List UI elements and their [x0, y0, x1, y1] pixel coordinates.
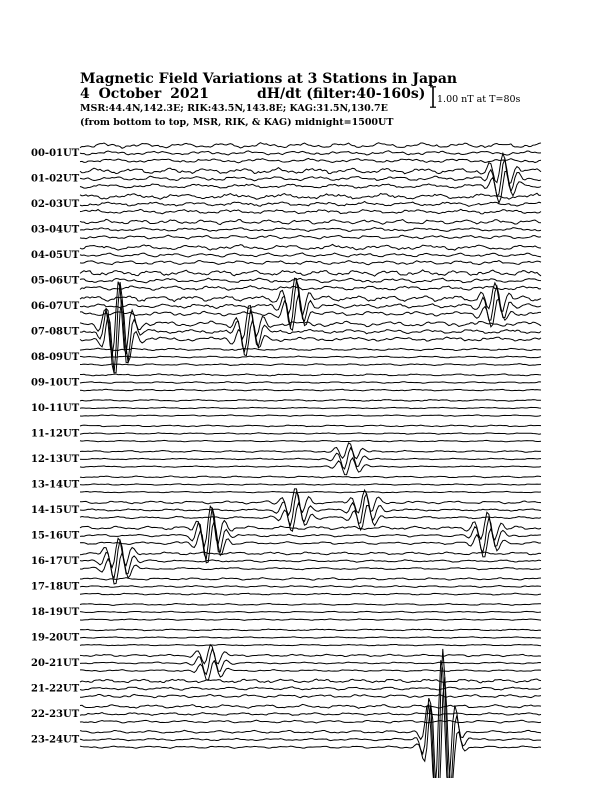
hour-label: 05-06UT — [31, 275, 80, 287]
trace-group — [80, 143, 541, 792]
hour-label: 11-12UT — [31, 428, 80, 440]
trace-kag — [80, 704, 541, 708]
trace-msr — [80, 158, 541, 162]
hour-label: 22-23UT — [31, 709, 80, 720]
trace-rik — [80, 356, 541, 358]
trace-kag — [80, 645, 541, 664]
hour-label: 08-09UT — [31, 352, 80, 363]
trace-kag — [80, 679, 541, 683]
hour-label: 23-24UT — [31, 734, 80, 746]
trace-msr — [80, 720, 541, 723]
stations-label: MSR:44.4N,142.3E; RIK:43.5N,143.8E; KAG:31.5N,130.7E — [80, 103, 388, 114]
trace-rik — [80, 407, 541, 408]
trace-kag — [80, 270, 541, 276]
hour-label: 02-03UT — [31, 199, 80, 210]
trace-kag — [80, 400, 541, 402]
trace-msr — [80, 235, 541, 239]
hour-label: 14-15UT — [31, 505, 80, 516]
trace-rik — [80, 151, 541, 155]
hour-label: 09-10UT — [31, 377, 80, 389]
trace-msr — [80, 619, 541, 620]
hour-label: 01-02UT — [31, 173, 80, 185]
trace-kag — [80, 476, 541, 478]
hour-label: 10-11UT — [31, 403, 80, 414]
trace-kag — [80, 244, 541, 250]
chart-title: Magnetic Field Variations at 3 Stations in Japan — [80, 71, 458, 87]
trace-msr — [80, 286, 541, 291]
trace-rik — [80, 637, 541, 638]
hour-label: 17-18UT — [31, 581, 80, 593]
trace-msr — [80, 299, 541, 372]
hour-label: 04-05UT — [31, 250, 80, 261]
hour-label: 15-16UT — [31, 530, 80, 542]
trace-rik — [80, 611, 541, 612]
order-note: (from bottom to top, MSR, RIK, & KAG) midnight=1500UT — [80, 117, 394, 128]
hour-label: 00-01UT — [31, 148, 80, 159]
scale-bar-label: 1.00 nT at T=80s — [437, 94, 521, 105]
trace-rik — [80, 433, 541, 434]
trace-rik — [80, 201, 541, 206]
trace-rik — [80, 687, 541, 690]
trace-kag — [80, 219, 541, 224]
trace-kag — [80, 443, 541, 459]
trace-msr — [80, 593, 541, 595]
data-type-label: dH/dt (filter:40-160s) — [257, 86, 426, 102]
trace-msr — [80, 491, 541, 492]
hour-label: 19-20UT — [31, 632, 80, 644]
trace-rik — [80, 159, 541, 196]
trace-rik — [80, 586, 541, 588]
trace-kag — [80, 143, 541, 149]
trace-kag — [80, 193, 541, 199]
hour-label: 06-07UT — [31, 301, 80, 312]
trace-kag — [80, 629, 541, 631]
trace-msr — [80, 694, 541, 697]
trace-kag — [80, 348, 541, 351]
trace-msr — [80, 209, 541, 214]
trace-rik — [80, 281, 541, 327]
trace-msr — [80, 677, 541, 792]
hour-label: 13-14UT — [31, 479, 80, 491]
trace-rik — [80, 253, 541, 257]
hour-label: 20-21UT — [31, 658, 80, 669]
trace-rik — [80, 382, 541, 384]
trace-kag — [80, 278, 541, 316]
hour-label: 18-19UT — [31, 607, 80, 618]
hour-label: 12-13UT — [31, 454, 80, 465]
trace-kag — [80, 425, 541, 427]
trace-msr — [80, 440, 541, 441]
trace-msr — [80, 364, 541, 366]
hour-label: 21-22UT — [31, 683, 80, 695]
trace-kag — [80, 153, 541, 183]
trace-rik — [80, 540, 541, 578]
trace-msr — [80, 644, 541, 645]
trace-msr — [80, 389, 541, 391]
trace-rik — [80, 282, 541, 373]
trace-msr — [80, 261, 541, 265]
hour-label: 07-08UT — [31, 326, 80, 338]
trace-rik — [80, 492, 541, 525]
trace-kag — [80, 506, 541, 546]
trace-rik — [80, 484, 541, 485]
hour-label: 16-17UT — [31, 556, 80, 567]
trace-msr — [80, 458, 541, 475]
trace-rik — [80, 278, 541, 283]
trace-rik — [80, 228, 541, 232]
hour-label: 03-04UT — [31, 224, 80, 236]
trace-rik — [80, 713, 541, 716]
trace-kag — [80, 374, 541, 376]
date-label: 4 October 2021 — [80, 86, 210, 102]
trace-kag — [80, 578, 541, 581]
trace-msr — [80, 415, 541, 417]
trace-kag — [80, 603, 541, 605]
